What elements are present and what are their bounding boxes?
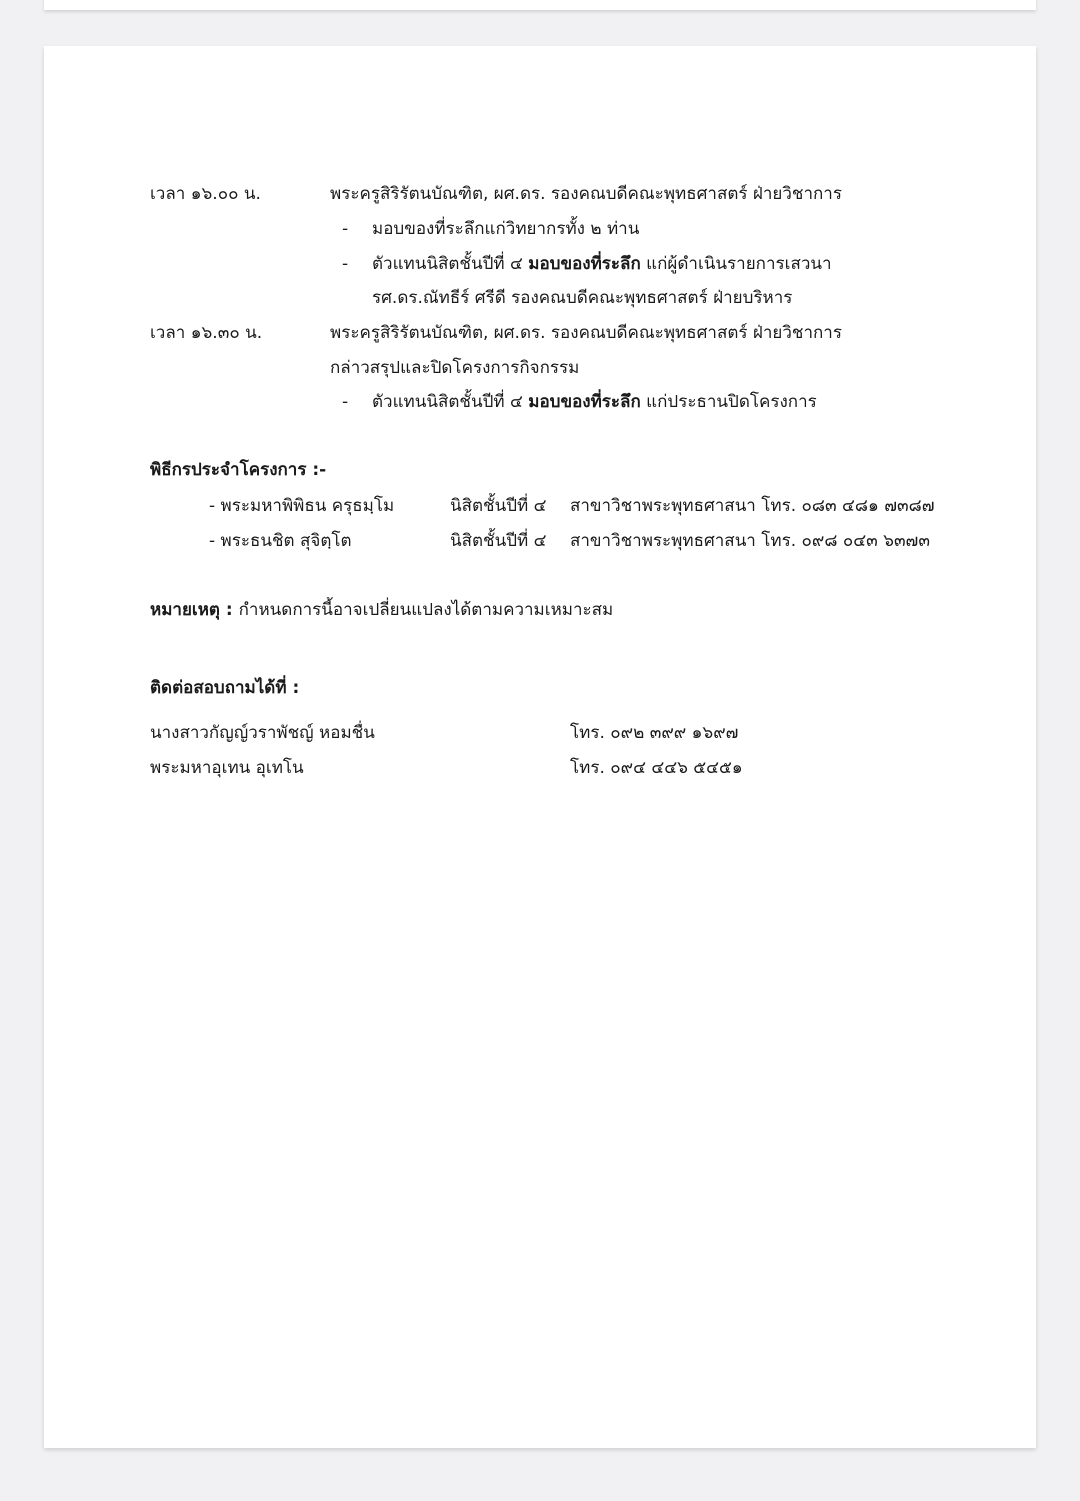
mc-heading: พิธีกรประจำโครงการ :- <box>150 460 327 480</box>
note-line: หมายเหตุ : กำหนดการนี้อาจเปลี่ยนแปลงได้ตามความเหมาะสม <box>150 600 614 620</box>
schedule-speaker-1: พระครูสิริรัตนบัณฑิต, ผศ.ดร. รองคณบดีคณะพุทธศาสตร์ ฝ่ายวิชาการ <box>330 184 842 204</box>
bullet-dash: - <box>342 219 349 239</box>
contact-phone-2: โทร. ๐๙๔ ๔๔๖ ๕๔๕๑ <box>570 758 743 778</box>
mc-name-2: - พระธนชิต สุจิตฺโต <box>209 531 352 551</box>
contact-heading: ติดต่อสอบถามได้ที่ : <box>150 678 300 698</box>
bullet-dash: - <box>342 392 349 412</box>
mc-dept-phone-2: สาขาวิชาพระพุทธศาสนา โทร. ๐๙๘ ๐๔๓ ๖๓๗๓ <box>570 531 930 551</box>
schedule-item-1-2-continued: รศ.ดร.ณัทธีร์ ศรีดี รองคณบดีคณะพุทธศาสตร์ ฝ่ายบริหาร <box>372 288 793 308</box>
schedule-item-2-1: ตัวแทนนิสิตชั้นปีที่ ๔ มอบของที่ระลึก แก่ประธานปิดโครงการ <box>372 392 817 412</box>
mc-name-1: - พระมหาพิพิธน ครุธมฺโม <box>209 496 395 516</box>
mc-dept-phone-1: สาขาวิชาพระพุทธศาสนา โทร. ๐๘๓ ๔๘๑ ๗๓๘๗ <box>570 496 935 516</box>
contact-name-1: นางสาวกัญญ์วราพัชญ์ หอมชื่น <box>150 723 375 743</box>
bullet-dash: - <box>342 254 349 274</box>
previous-page-edge <box>44 0 1036 10</box>
schedule-time-1: เวลา ๑๖.๐๐ น. <box>150 184 261 204</box>
schedule-time-2: เวลา ๑๖.๓๐ น. <box>150 323 263 343</box>
mc-year-2: นิสิตชั้นปีที่ ๔ <box>450 531 547 551</box>
contact-phone-1: โทร. ๐๙๒ ๓๙๙ ๑๖๙๗ <box>570 723 739 743</box>
mc-year-1: นิสิตชั้นปีที่ ๔ <box>450 496 547 516</box>
document-page <box>44 46 1036 1448</box>
schedule-item-1-2: ตัวแทนนิสิตชั้นปีที่ ๔ มอบของที่ระลึก แก่ผู้ดำเนินรายการเสวนา <box>372 254 832 274</box>
schedule-speaker-2-continued: กล่าวสรุปและปิดโครงการกิจกรรม <box>330 358 580 378</box>
schedule-speaker-2: พระครูสิริรัตนบัณฑิต, ผศ.ดร. รองคณบดีคณะพุทธศาสตร์ ฝ่ายวิชาการ <box>330 323 842 343</box>
schedule-item-1-1: มอบของที่ระลึกแก่วิทยากรทั้ง ๒ ท่าน <box>372 219 640 239</box>
contact-name-2: พระมหาอุเทน อุเทโน <box>150 758 304 778</box>
